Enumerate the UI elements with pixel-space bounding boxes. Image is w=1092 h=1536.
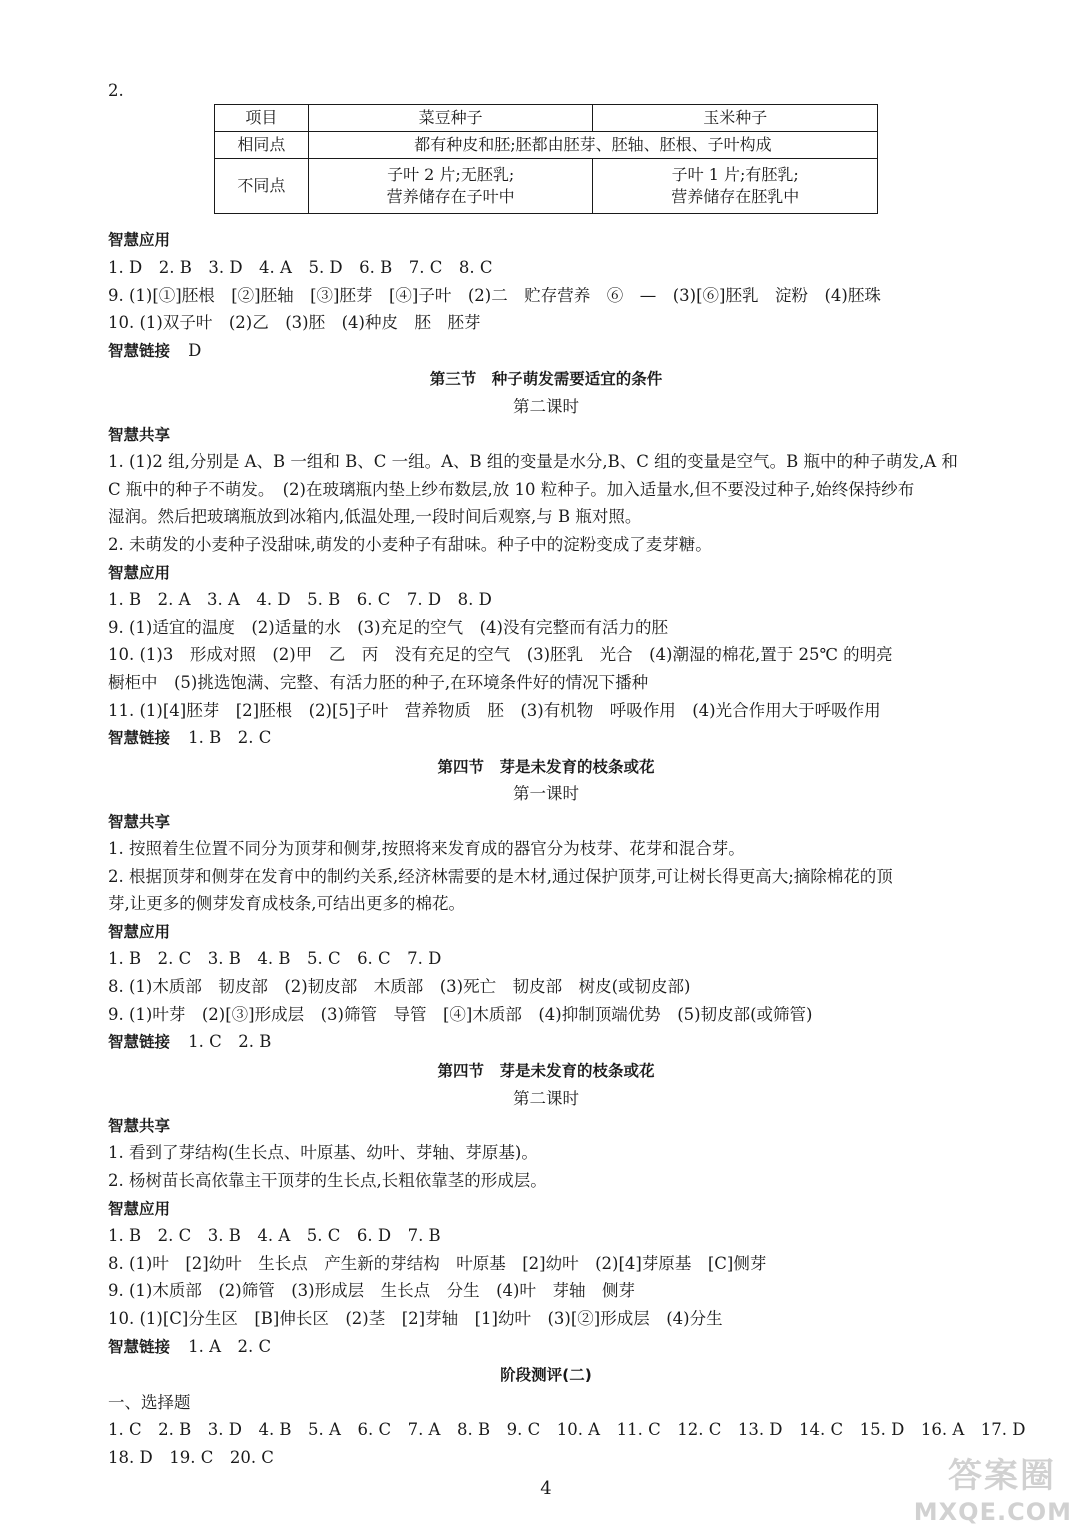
s1-app-1: 1. D 2. B 3. D 4. A 5. D 6. B 7. C 8. C bbox=[108, 258, 493, 277]
s4-title: 第四节 芽是未发育的枝条或花 bbox=[437, 1062, 655, 1080]
s1-link-heading: 智慧链接 bbox=[108, 342, 171, 360]
s2-app-10b: 橱柜中 (5)挑选饱满、完整、有活力胚的种子,在环境条件好的情况下播种 bbox=[108, 673, 649, 692]
s2-title: 第三节 种子萌发需要适宜的条件 bbox=[429, 370, 663, 388]
s1-app-10: 10. (1)双子叶 (2)乙 (3)胚 (4)种皮 胚 胚芽 bbox=[108, 313, 481, 332]
s1-app-9: 9. (1)[①]胚根 [②]胚轴 [③]胚芽 [④]子叶 (2)二 贮存营养 ⑥ — (3)[⑥]胚乳 淀粉 (4)胚珠 bbox=[108, 286, 881, 305]
diff-bean-line-1: 子叶 2 片;无胚乳; bbox=[387, 165, 515, 184]
s3-title: 第四节 芽是未发育的枝条或花 bbox=[437, 758, 655, 776]
s5-answers-b: 18. D 19. C 20. C bbox=[108, 1448, 274, 1467]
s4-link-heading: 智慧链接 bbox=[108, 1338, 171, 1356]
same-text: 都有种皮和胚;胚都由胚芽、胚轴、胚根、子叶构成 bbox=[308, 132, 877, 159]
diff-label: 不同点 bbox=[215, 159, 309, 214]
seed-comparison-table bbox=[214, 104, 878, 214]
s5-title: 阶段测评(二) bbox=[500, 1366, 592, 1384]
s3-app-heading: 智慧应用 bbox=[108, 923, 171, 941]
s3-share-2a: 2. 根据顶芽和侧芽在发育中的制约关系,经济林需要的是木材,通过保护顶芽,可让树长得更高大;摘除棉花的顶 bbox=[108, 867, 893, 886]
s1-link bbox=[108, 340, 201, 362]
s2-link-heading: 智慧链接 bbox=[108, 729, 171, 747]
s4-link bbox=[108, 1336, 271, 1358]
table-row bbox=[215, 105, 878, 132]
s3-link bbox=[108, 1031, 271, 1053]
page-number: 4 bbox=[540, 1478, 552, 1499]
s2-link bbox=[108, 727, 271, 749]
s4-subtitle: 第二课时 bbox=[513, 1089, 579, 1108]
watermark-line-2: MXQE.COM bbox=[913, 1498, 1072, 1526]
s2-app-11: 11. (1)[4]胚芽 [2]胚根 (2)[5]子叶 营养物质 胚 (3)有机物 呼吸作用 (4)光合作用大于呼吸作用 bbox=[108, 701, 881, 720]
s4-share-2: 2. 杨树苗长高依靠主干顶芽的生长点,长粗依靠茎的形成层。 bbox=[108, 1171, 547, 1190]
table-row bbox=[215, 132, 878, 159]
s4-app-1: 1. B 2. C 3. B 4. A 5. C 6. D 7. B bbox=[108, 1226, 441, 1245]
s4-share-1: 1. 看到了芽结构(生长点、叶原基、幼叶、芽轴、芽原基)。 bbox=[108, 1143, 538, 1162]
s2-subtitle: 第二课时 bbox=[513, 397, 579, 416]
diff-bean-line-2: 营养储存在子叶中 bbox=[386, 187, 515, 206]
s4-share-heading: 智慧共享 bbox=[108, 1117, 171, 1135]
s2-app-10a: 10. (1)3 形成对照 (2)甲 乙 丙 没有充足的空气 (3)胚乳 光合 (4)潮湿的棉花,置于 25℃ 的明亮 bbox=[108, 645, 893, 664]
s2-app-9: 9. (1)适宜的温度 (2)适量的水 (3)充足的空气 (4)没有完整而有活力的胚 bbox=[108, 618, 668, 637]
s2-share-heading: 智慧共享 bbox=[108, 426, 171, 444]
s1-link-value: D bbox=[188, 341, 202, 360]
s3-app-8: 8. (1)木质部 韧皮部 (2)韧皮部 木质部 (3)死亡 韧皮部 树皮(或韧皮部) bbox=[108, 977, 691, 996]
s4-app-heading: 智慧应用 bbox=[108, 1200, 171, 1218]
s3-app-1: 1. B 2. C 3. B 4. B 5. C 6. C 7. D bbox=[108, 949, 442, 968]
s2-app-1: 1. B 2. A 3. A 4. D 5. B 6. C 7. D 8. D bbox=[108, 590, 492, 609]
same-label: 相同点 bbox=[215, 132, 309, 159]
question-2-label: 2. bbox=[108, 81, 124, 100]
s3-share-2b: 芽,让更多的侧芽发育成枝条,可结出更多的棉花。 bbox=[108, 894, 465, 913]
table-header-item: 项目 bbox=[215, 105, 309, 132]
s3-app-9: 9. (1)叶芽 (2)[③]形成层 (3)筛管 导管 [④]木质部 (4)抑制顶端优势 (5)韧皮部(或筛管) bbox=[108, 1005, 813, 1024]
s3-link-value: 1. C 2. B bbox=[188, 1032, 272, 1051]
s4-app-10: 10. (1)[C]分生区 [B]伸长区 (2)茎 [2]芽轴 [1]幼叶 (3)[②]形成层 (4)分生 bbox=[108, 1309, 723, 1328]
s3-link-heading: 智慧链接 bbox=[108, 1033, 171, 1051]
s4-app-8: 8. (1)叶 [2]幼叶 生长点 产生新的芽结构 叶原基 [2]幼叶 (2)[4]芽原基 [C]侧芽 bbox=[108, 1254, 767, 1273]
diff-bean-cell bbox=[308, 159, 593, 214]
table-header-corn: 玉米种子 bbox=[593, 105, 878, 132]
s4-app-9: 9. (1)木质部 (2)筛管 (3)形成层 生长点 分生 (4)叶 芽轴 侧芽 bbox=[108, 1281, 635, 1300]
s3-share-heading: 智慧共享 bbox=[108, 813, 171, 831]
s1-app-heading: 智慧应用 bbox=[108, 231, 171, 249]
diff-corn-line-1: 子叶 1 片;有胚乳; bbox=[671, 165, 799, 184]
s2-share-1a: 1. (1)2 组,分别是 A、B 一组和 B、C 一组。A、B 组的变量是水分,B、C 组的变量是空气。B 瓶中的种子萌发,A 和 bbox=[108, 452, 958, 471]
s2-share-1c: 湿润。然后把玻璃瓶放到冰箱内,低温处理,一段时间后观察,与 B 瓶对照。 bbox=[108, 507, 642, 526]
s2-link-value: 1. B 2. C bbox=[188, 728, 272, 747]
s2-share-1b: C 瓶中的种子不萌发。 (2)在玻璃瓶内垫上纱布数层,放 10 粒种子。加入适量水,但不要没过种子,始终保持纱布 bbox=[108, 480, 915, 499]
s2-app-heading: 智慧应用 bbox=[108, 564, 171, 582]
watermark-line-1: 答案圈 bbox=[948, 1456, 1056, 1496]
watermark-logo bbox=[913, 1448, 1078, 1526]
s2-share-2: 2. 未萌发的小麦种子没甜味,萌发的小麦种子有甜味。种子中的淀粉变成了麦芽糖。 bbox=[108, 535, 712, 554]
diff-corn-line-2: 营养储存在胚乳中 bbox=[671, 187, 800, 206]
table-row bbox=[215, 159, 878, 214]
diff-corn-cell bbox=[593, 159, 878, 214]
s5-answers-a: 1. C 2. B 3. D 4. B 5. A 6. C 7. A 8. B 9. C 10. A 11. C 12. C 13. D 14. C 15. D 16. A 17. D bbox=[108, 1420, 1026, 1439]
s3-subtitle: 第一课时 bbox=[513, 784, 579, 803]
s4-link-value: 1. A 2. C bbox=[188, 1337, 272, 1356]
s5-part-label: 一、选择题 bbox=[108, 1393, 191, 1412]
table-header-bean: 菜豆种子 bbox=[308, 105, 593, 132]
s3-share-1: 1. 按照着生位置不同分为顶芽和侧芽,按照将来发育成的器官分为枝芽、花芽和混合芽。 bbox=[108, 839, 745, 858]
